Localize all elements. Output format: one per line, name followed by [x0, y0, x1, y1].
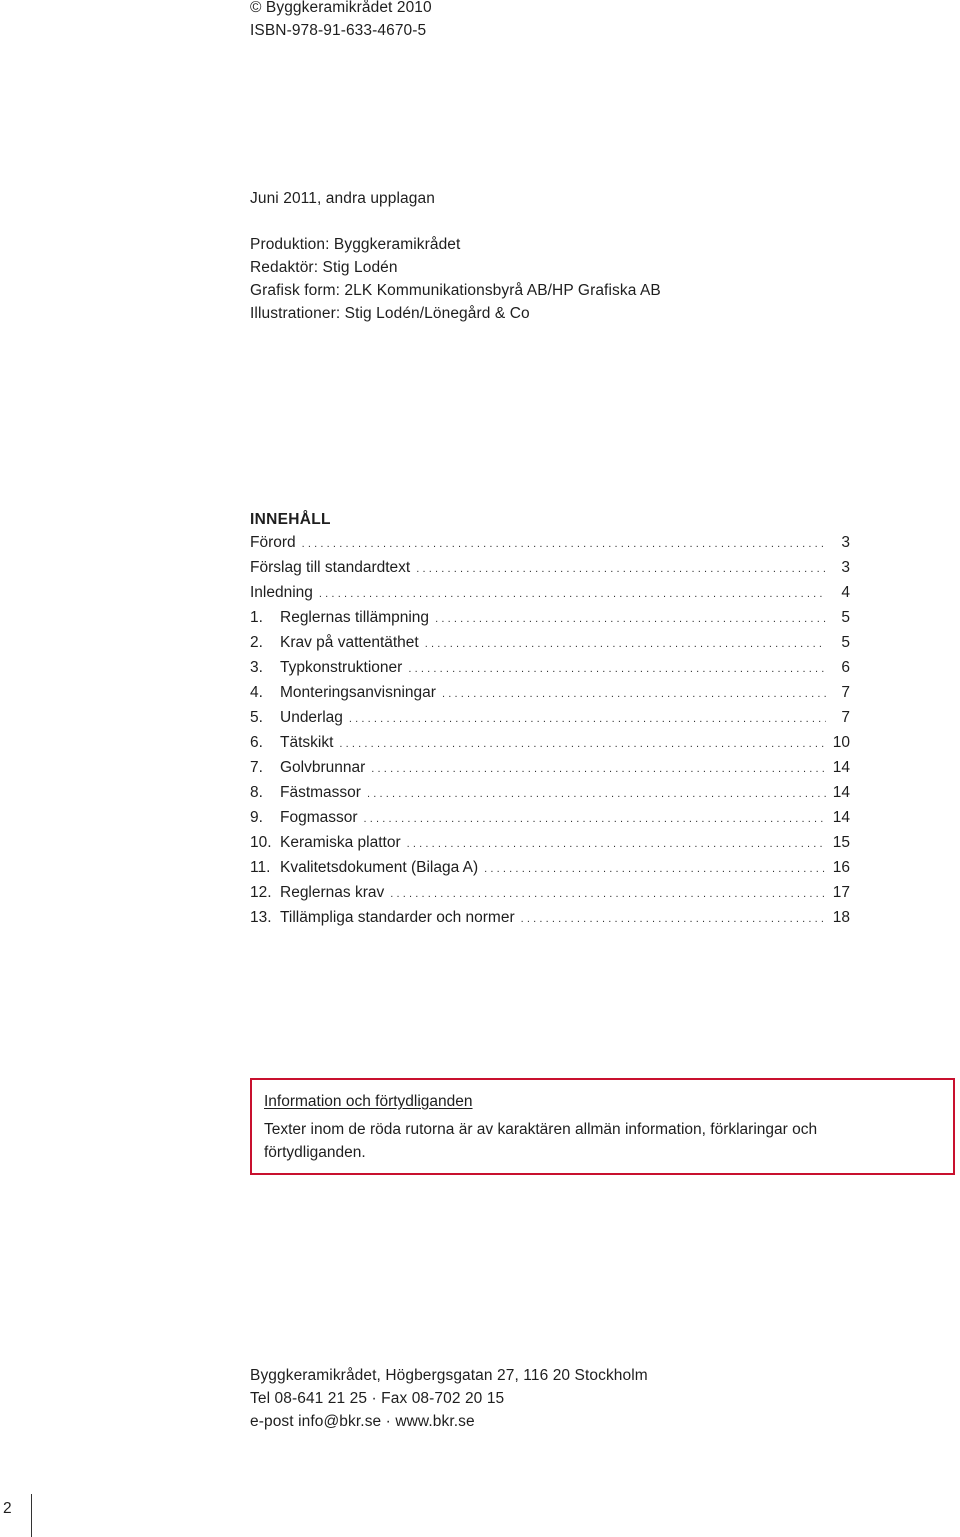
toc-entry-title: Typkonstruktioner	[280, 659, 403, 676]
toc-entry[interactable]	[250, 831, 850, 856]
contact-block	[250, 1364, 648, 1433]
toc-entry[interactable]	[250, 806, 850, 831]
toc-entry[interactable]	[250, 531, 850, 556]
toc-entry-number: 11.	[250, 859, 271, 876]
toc-leader-dots	[521, 908, 826, 931]
toc-entry-title: Fogmassor	[280, 809, 358, 826]
toc-heading: INNEHÅLL	[250, 511, 331, 528]
info-box-title: Information och förtydliganden	[264, 1093, 473, 1110]
toc-entry[interactable]	[250, 906, 850, 931]
toc-entry-title: Reglernas tillämpning	[280, 609, 430, 626]
toc-entry-number: 6.	[250, 734, 263, 751]
toc-leader-dots	[442, 683, 826, 706]
toc-entry-page: 17	[832, 884, 850, 901]
toc-entry-page: 18	[832, 909, 850, 926]
toc-entry-number: 7.	[250, 759, 263, 776]
contact-address: Byggkeramikrådet, Högbergsgatan 27, 116 20 Stockholm	[250, 1367, 648, 1384]
edition-line: Juni 2011, andra upplagan	[250, 190, 435, 207]
contact-email-web: e-post info@bkr.se · www.bkr.se	[250, 1413, 475, 1430]
toc-leader-dots	[484, 858, 826, 881]
toc-entry-title: Underlag	[280, 709, 343, 726]
toc-entry[interactable]	[250, 756, 850, 781]
toc-entry-title: Krav på vattentäthet	[280, 634, 419, 651]
toc-entry-title: Tillämpliga standarder och normer	[280, 909, 515, 926]
toc-entry-title: Monteringsanvisningar	[280, 684, 436, 701]
toc-leader-dots	[371, 758, 826, 781]
toc-entry-number: 4.	[250, 684, 263, 701]
toc-entry[interactable]	[250, 606, 850, 631]
info-box-body: Texter inom de röda rutorna är av karaktären allmän information, förklaringar och förtydliganden.	[264, 1121, 818, 1161]
toc-entry-title: Tätskikt	[280, 734, 334, 751]
toc-entry-page: 3	[841, 559, 850, 576]
editor-line: Redaktör: Stig Lodén	[250, 259, 398, 276]
info-box	[250, 1078, 955, 1175]
toc-leader-dots	[349, 708, 826, 731]
toc-entry-title: Golvbrunnar	[280, 759, 366, 776]
copyright-line: © Byggkeramikrådet 2010	[250, 0, 432, 16]
toc-entry-page: 5	[841, 634, 850, 651]
colophon-header	[250, 0, 432, 42]
toc-entry-title: Förord	[250, 534, 296, 551]
toc-entry-number: 8.	[250, 784, 263, 801]
toc-entry-page: 5	[841, 609, 850, 626]
toc-entry-title: Fästmassor	[280, 784, 361, 801]
toc-entry-title: Keramiska plattor	[280, 834, 401, 851]
toc-entry-number: 12.	[250, 884, 272, 901]
toc-entry-page: 7	[841, 709, 850, 726]
toc-leader-dots	[319, 583, 826, 606]
toc-entry-page: 7	[841, 684, 850, 701]
toc-entry[interactable]	[250, 881, 850, 906]
toc-entry-number: 9.	[250, 809, 263, 826]
toc-leader-dots	[364, 808, 826, 831]
toc-entry-title: Förslag till standardtext	[250, 559, 411, 576]
contact-phone-fax: Tel 08-641 21 25 · Fax 08-702 20 15	[250, 1390, 505, 1407]
toc-entry[interactable]	[250, 581, 850, 606]
credits-block	[250, 233, 661, 325]
toc-entry-page: 16	[832, 859, 850, 876]
toc-entry[interactable]	[250, 556, 850, 581]
toc-entry-page: 6	[841, 659, 850, 676]
toc-leader-dots	[367, 783, 826, 806]
toc-leader-dots	[407, 833, 826, 856]
edition-block	[250, 187, 435, 210]
toc-entry[interactable]	[250, 856, 850, 881]
toc-entry-number: 2.	[250, 634, 263, 651]
toc-entry-title: Inledning	[250, 584, 313, 601]
table-of-contents	[250, 508, 850, 931]
toc-entry-number: 5.	[250, 709, 263, 726]
toc-entry[interactable]	[250, 706, 850, 731]
toc-entry-number: 10.	[250, 834, 272, 851]
toc-entry-page: 14	[832, 784, 850, 801]
toc-leader-dots	[339, 733, 826, 756]
toc-entry-page: 14	[832, 759, 850, 776]
toc-entry-number: 3.	[250, 659, 263, 676]
toc-entry-page: 10	[832, 734, 850, 751]
page-number: 2	[3, 1500, 12, 1517]
toc-leader-dots	[302, 533, 826, 556]
toc-entry[interactable]	[250, 781, 850, 806]
page-number-divider	[31, 1494, 32, 1537]
toc-leader-dots	[435, 608, 826, 631]
graphic-design-line: Grafisk form: 2LK Kommunikationsbyrå AB/HP Grafiska AB	[250, 282, 661, 299]
toc-leader-dots	[416, 558, 826, 581]
toc-entry-title: Kvalitetsdokument (Bilaga A)	[280, 859, 479, 876]
toc-entry[interactable]	[250, 681, 850, 706]
toc-entry[interactable]	[250, 631, 850, 656]
toc-entry-page: 4	[841, 584, 850, 601]
toc-leader-dots	[390, 883, 826, 906]
toc-entry[interactable]	[250, 731, 850, 756]
toc-entry-number: 13.	[250, 909, 272, 926]
toc-entry[interactable]	[250, 656, 850, 681]
illustrations-line: Illustrationer: Stig Lodén/Lönegård & Co	[250, 305, 530, 322]
toc-entry-title: Reglernas krav	[280, 884, 385, 901]
toc-leader-dots	[425, 633, 826, 656]
toc-entry-page: 15	[832, 834, 850, 851]
toc-entry-page: 3	[841, 534, 850, 551]
production-line: Produktion: Byggkeramikrådet	[250, 236, 461, 253]
toc-entry-page: 14	[832, 809, 850, 826]
toc-leader-dots	[408, 658, 826, 681]
toc-entry-number: 1.	[250, 609, 263, 626]
isbn-line: ISBN-978-91-633-4670-5	[250, 22, 427, 39]
